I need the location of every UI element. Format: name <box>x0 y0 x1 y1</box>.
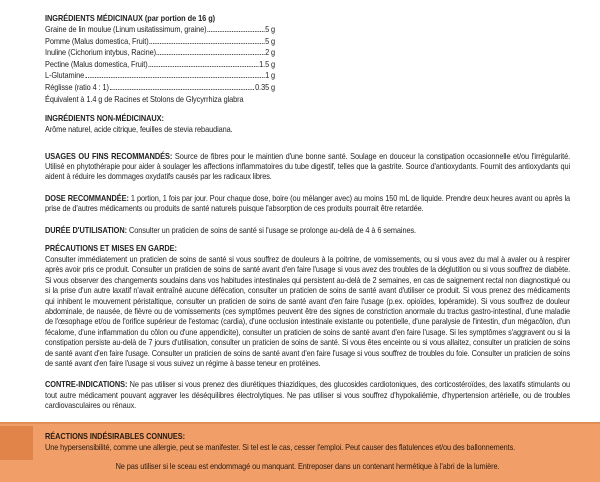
medicinal-ingredients-heading: INGRÉDIENTS MÉDICINAUX (par portion de 16 g) <box>45 13 216 23</box>
ingredient-amount: 0.35 g <box>255 81 276 92</box>
ingredient-amount: 5 g <box>265 35 276 46</box>
ingredient-row <box>45 59 275 71</box>
recommended-dose-heading: DOSE RECOMMANDÉE: <box>45 192 129 203</box>
adverse-reactions-band <box>0 422 600 482</box>
ingredient-amount: 5 g <box>265 24 276 34</box>
non-medicinal-heading: INGRÉDIENTS NON-MÉDICINAUX: <box>45 113 164 124</box>
ingredient-name: Réglisse (ratio 4 : 1) <box>45 81 109 92</box>
section-recommended-dose <box>45 193 570 214</box>
equivalent-note: Équivalent à 1.4 g de Racines et Stolons de Glycyrrhiza glabra <box>45 93 244 104</box>
ingredient-name: Pectine (Malus domestica, Fruit) <box>45 58 148 69</box>
recommended-dose-text: 1 portion, 1 fois par jour. Pour chaque dose, boire (ou mélanger avec) au moins 150 mL de liquide. Prendre deux heures avant ou après la prise de d'autres médicaments ou produits de santé naturels puisque l'absorption de ces produits pourrait être retardée. <box>45 192 571 214</box>
ingredient-name: L-Glutamine <box>45 70 85 81</box>
ingredient-name: Graine de lin moulue (Linum usitatissimum, graine) <box>45 24 207 34</box>
medicinal-ingredients-table <box>45 24 275 94</box>
ingredient-amount: 1 g <box>265 70 276 81</box>
ingredient-row <box>45 70 275 82</box>
recommended-uses-heading: USAGES OU FINS RECOMMANDÉS: <box>45 150 173 161</box>
non-medicinal-text: Arôme naturel, acide citrique, feuilles de stevia rebaudiana. <box>45 124 233 135</box>
section-non-medicinal-ingredients <box>45 113 570 134</box>
dot-leader <box>149 66 259 67</box>
precautions-heading: PRÉCAUTIONS ET MISES EN GARDE: <box>45 243 177 253</box>
ingredient-row <box>45 82 275 94</box>
section-precautions <box>45 243 570 368</box>
adverse-reactions-content <box>45 431 570 472</box>
section-recommended-uses <box>45 151 570 182</box>
precautions-text: Consulter immédiatement un praticien de soins de santé si vous souffrez de douleurs à la poitrine, de vomissements, ou si vous avez du mal à avaler ou à respirer après avoir pris ce produit. Consulter un praticien de soins de santé avant d'en faire l'usage si vous avez des troubles de la déglutition ou si vous souffrez de diabète. Si vous observer des changements soudains dans vos habitudes intestinales qui persistent au-delà de 2 semaines, en cas de saignement rectal non diagnostiqué ou si la prise d'un autre laxatif n'avait entraîné aucune défécation, consulter un praticien de soins de santé avant d'utiliser ce produit. Si vous prenez des médicaments qui inhibent le mouvement péristaltique, consulter un praticien de soins de santé avant d'en faire l'usage (p.ex. opioïdes, lopéramide). Si vous souffrez de douleur abdominale, de nausée, de fièvre ou de vomissements (ces symptômes peuvent être des signes de constriction anormale du tractus gastro-intestinal, d'une maladie de l'œsophage et/ou de l'orifice supérieur de l'estomac (cardia), d'une occlusion intestinale existante ou potentielle, d'une paralysie de l'intestin, d'un mégacôlon, d'un fécalome, d'une inflammation du côlon ou d'une appendicite), consulter un praticien de soins de santé avant d'en faire l'usage. Si les symptômes s'aggravent ou si la constipation persiste au-delà de 7 jours d'utilisation, consulter un praticien de soins de santé. Si vous êtes enceinte ou si vous allaitez, consulter un praticien de soins de santé avant d'en faire l'usage. Consulter un praticien de soins de santé avant d'en faire l'usage si vous souffrez de troubles du foie. Consulter un praticien de soins de santé avant d'en faire l'usage si vous suivez un régime à basse teneur en protéines. <box>45 254 571 369</box>
band-dark-accent <box>0 426 33 460</box>
dot-leader <box>157 54 264 55</box>
duration-heading: DURÉE D'UTILISATION: <box>45 224 128 235</box>
dot-leader <box>85 77 264 78</box>
section-duration-of-use <box>45 225 570 235</box>
recommended-uses-text: Source de fibres pour le maintien d'une bonne santé. Soulage en douceur la constipation occasionnelle et/ou l'irrégularité. Utilisé en phytothérapie pour aider à soulager les affections inflammatoires du tube digestif, telles que la gastrite. Source d'antioxydants. Fournit des antioxydants qui aident à réduire les dommages oxydatifs causés par les radicaux libres. <box>45 150 571 182</box>
ingredient-amount: 2 g <box>265 47 276 58</box>
section-medicinal-ingredients <box>45 13 570 105</box>
ingredient-name: Pomme (Malus domestica, Fruit) <box>45 35 149 46</box>
contraindications-text: Ne pas utiliser si vous prenez des diurétiques thiazidiques, des glucosides cardiotoniques, des corticostéroïdes, des laxatifs stimulants ou tout autre médicament pouvant aggraver les déséquilibres électrolytiques. Ne pas utiliser si vous souffrez d'hypokaliémie, d'hypertension artérielle, ou de troubles cardiovasculaires ou rénaux. <box>45 379 571 411</box>
section-contraindications <box>45 379 570 410</box>
ingredient-row <box>45 47 275 59</box>
dot-leader <box>149 43 264 44</box>
ingredient-amount: 1.5 g <box>259 58 276 69</box>
duration-text: Consulter un praticien de soins de santé si l'usage se prolonge au-delà de 4 à 6 semaines. <box>128 224 417 235</box>
dot-leader <box>207 31 264 32</box>
contraindications-heading: CONTRE-INDICATIONS: <box>45 379 128 390</box>
ingredient-row <box>45 24 275 36</box>
seal-storage-notice: Ne pas utiliser si le sceau est endommagé ou manquant. Entreposer dans un contenant hermétique à l'abri de la lumière. <box>115 461 500 472</box>
label-text-column <box>45 13 570 411</box>
adverse-reactions-heading: RÉACTIONS INDÉSIRABLES CONNUES: <box>45 431 185 441</box>
dot-leader <box>110 89 254 90</box>
adverse-reactions-text: Une hypersensibilité, comme une allergie, peut se manifester. Si tel est le cas, cesser l'emploi. Peut causer des flatulences et/ou des ballonnements. <box>45 442 516 452</box>
ingredient-name: Inuline (Cichorium intybus, Racine) <box>45 47 156 58</box>
ingredient-row <box>45 36 275 48</box>
